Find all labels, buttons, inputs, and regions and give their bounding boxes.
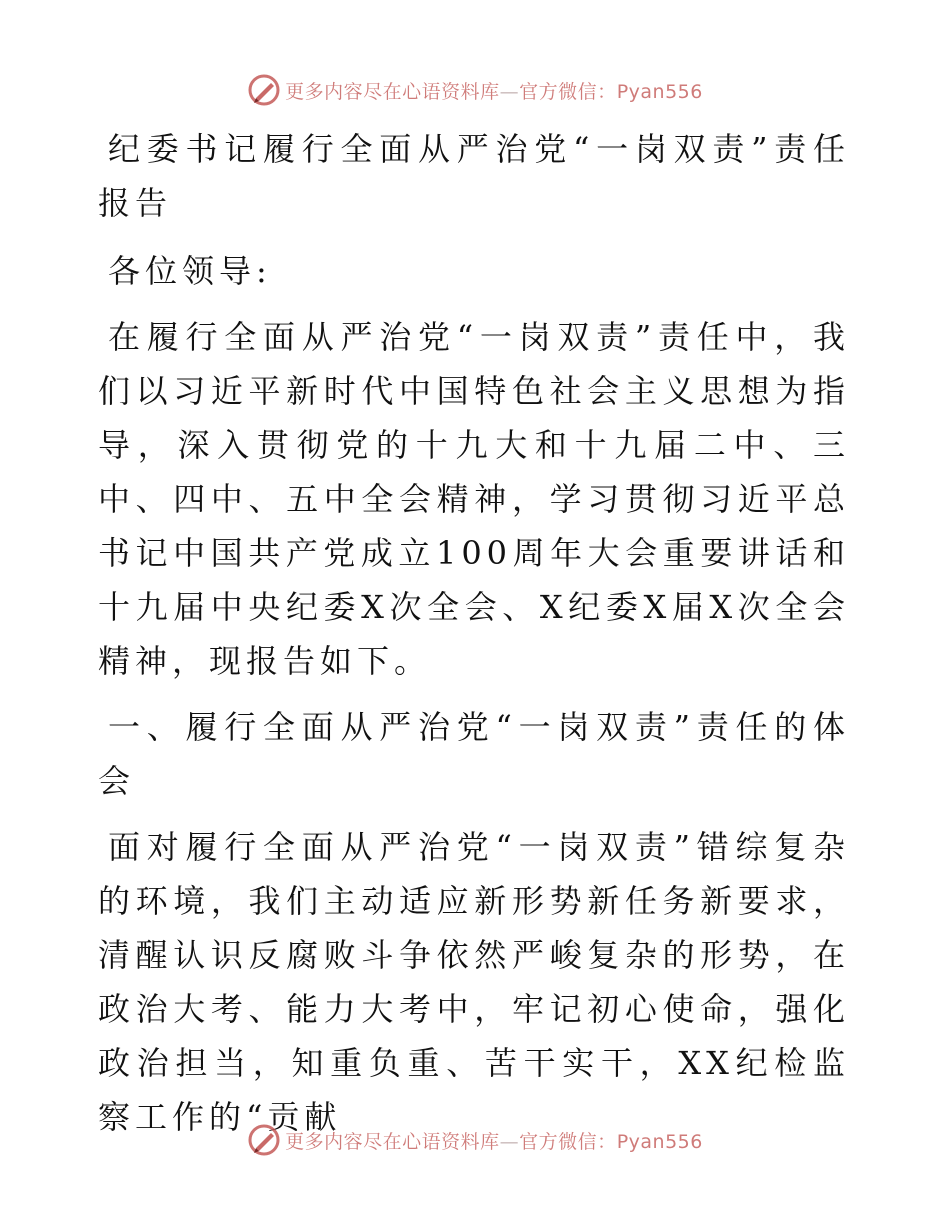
watermark-text [285, 77, 703, 104]
document-page [98, 122, 850, 1156]
body-paragraph: 面对履行全面从严治党“一岗双责”错综复杂的环境，我们主动适应新形势新任务新要求，清醒认识反腐败斗争依然严峻复杂的形势，在政治大考、能力大考中，牢记初心使命，强化政治担当，知重负重、苦干实干，XX纪检监察工作的“贡献 [98, 828, 850, 1136]
body-paragraph: 在履行全面从严治党“一岗双责”责任中，我们以习近平新时代中国特色社会主义思想为指导，深入贯彻党的十九大和十九届二中、三中、四中、五中全会精神，学习贯彻习近平总书记中国共产党成立100周年大会重要讲话和十九届中央纪委X次全会、X纪委X届X次全会精神，现报告如下。 [98, 318, 850, 680]
footer-watermark [0, 1120, 950, 1160]
watermark-separator: — [499, 80, 520, 103]
document-salutation: 各位领导: [108, 252, 272, 290]
watermark-contact-handle: Pyan556 [616, 1130, 703, 1153]
watermark-text [285, 1127, 703, 1154]
header-watermark [0, 70, 950, 110]
pen-logo-icon [247, 1123, 281, 1157]
watermark-slogan: 更多内容尽在心语资料库 [285, 1130, 500, 1153]
document-title: 纪委书记履行全面从严治党“一岗双责”责任报告 [98, 130, 850, 222]
watermark-separator: — [499, 1130, 520, 1153]
watermark-contact-label: 官方微信： [519, 80, 617, 103]
pen-logo-icon [247, 73, 281, 107]
watermark-slogan: 更多内容尽在心语资料库 [285, 80, 500, 103]
watermark-contact-handle: Pyan556 [616, 80, 703, 103]
section-heading: 一、履行全面从严治党“一岗双责”责任的体会 [98, 708, 850, 800]
watermark-contact-label: 官方微信： [519, 1130, 617, 1153]
